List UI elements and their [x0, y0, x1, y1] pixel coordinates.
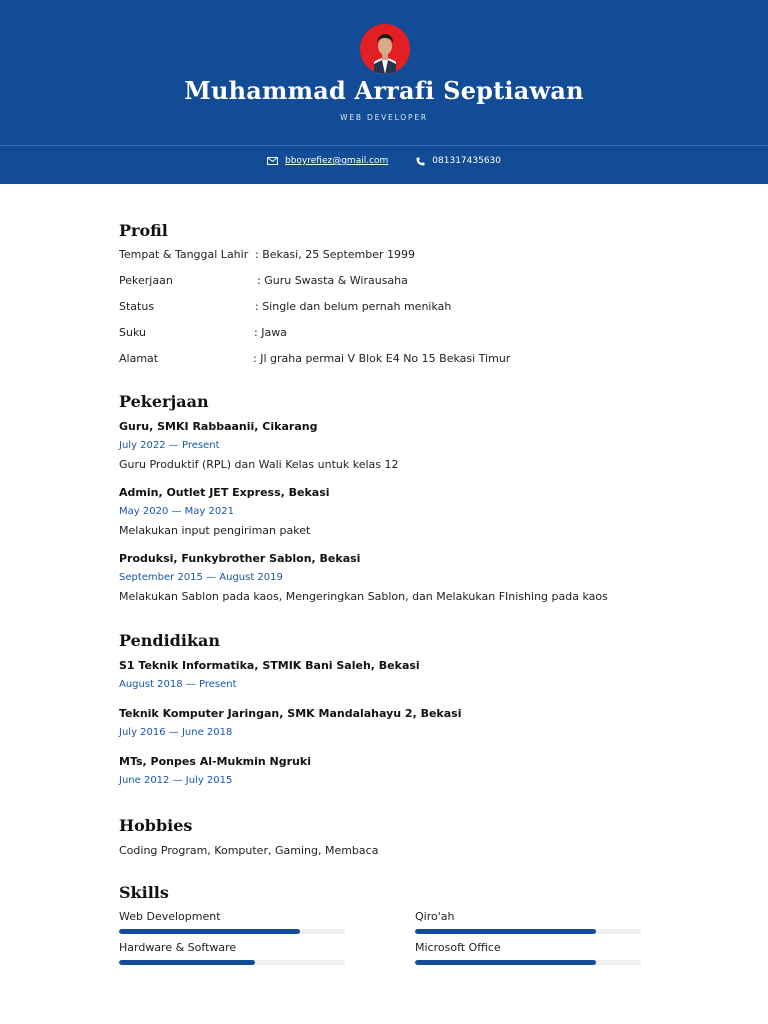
header-divider: [0, 145, 768, 146]
skill-bar-track: [119, 960, 345, 965]
job-entry: [119, 418, 649, 484]
education-date: August 2018 — Present: [119, 679, 237, 690]
profile-label: Suku: [119, 326, 146, 339]
job-description: Melakukan Sablon pada kaos, Mengeringkan Sablon, dan Melakukan FInishing pada kaos: [119, 590, 608, 603]
profile-row: [119, 299, 649, 325]
job-date: July 2022 — Present: [119, 440, 220, 451]
profile-value: : Jl graha permai V Blok E4 No 15 Bekasi Timur: [253, 352, 511, 365]
job-description: Melakukan input pengiriman paket: [119, 524, 311, 537]
profile-heading: Profil: [119, 221, 168, 240]
education-title: Teknik Komputer Jaringan, SMK Mandalahayu 2, Bekasi: [119, 707, 462, 720]
skill-bar-fill: [415, 960, 596, 965]
education-title: MTs, Ponpes Al-Mukmin Ngruki: [119, 755, 311, 768]
education-entry: [119, 753, 649, 801]
education-date: July 2016 — June 2018: [119, 727, 233, 738]
hobbies-heading: Hobbies: [119, 816, 193, 835]
resume-body: [119, 220, 649, 979]
education-title: S1 Teknik Informatika, STMIK Bani Saleh, Bekasi: [119, 659, 420, 672]
profile-value: : Single dan belum pernah menikah: [255, 300, 452, 313]
profile-photo-icon: [360, 24, 410, 74]
skill-bar-fill: [415, 929, 596, 934]
skill-bar-fill: [119, 929, 300, 934]
education-date: June 2012 — July 2015: [119, 775, 233, 786]
profile-photo: [360, 24, 410, 74]
skill-bar-fill: [119, 960, 255, 965]
skill-bar-track: [119, 929, 345, 934]
job-description: Guru Produktif (RPL) dan Wali Kelas untuk kelas 12: [119, 458, 399, 471]
profile-label: Tempat & Tanggal Lahir: [119, 248, 249, 261]
email-contact: [267, 156, 388, 166]
profile-label: Pekerjaan: [119, 274, 173, 287]
candidate-name: Muhammad Arrafi Septiawan: [184, 76, 584, 105]
profile-value: : Jawa: [254, 326, 287, 339]
skill-name: Hardware & Software: [119, 941, 237, 954]
skill-name: Qiro'ah: [415, 910, 455, 923]
job-entry: [119, 484, 649, 550]
profile-row: [119, 325, 649, 351]
work-section: [119, 391, 649, 616]
skill-name: Web Development: [119, 910, 221, 923]
candidate-role: WEB DEVELOPER: [340, 113, 428, 122]
profile-section: [119, 220, 649, 377]
skill-item: [415, 940, 645, 965]
profile-row: [119, 247, 649, 273]
skills-heading: Skills: [119, 883, 169, 902]
mail-icon: [267, 157, 278, 165]
job-title: Produksi, Funkybrother Sablon, Bekasi: [119, 552, 361, 565]
skill-item: [415, 909, 645, 934]
job-date: May 2020 — May 2021: [119, 506, 234, 517]
skill-item: [119, 909, 415, 934]
profile-row: [119, 351, 649, 377]
hobbies-section: [119, 815, 649, 860]
education-section: [119, 630, 649, 801]
phone-icon: [416, 157, 425, 166]
work-heading: Pekerjaan: [119, 392, 209, 411]
skill-bar-track: [415, 960, 641, 965]
education-entry: [119, 705, 649, 753]
phone-contact: [416, 156, 501, 166]
job-date: September 2015 — August 2019: [119, 572, 283, 583]
skills-grid: [119, 909, 649, 965]
profile-label: Status: [119, 300, 155, 313]
job-entry: [119, 550, 649, 616]
profile-value: : Guru Swasta & Wirausaha: [257, 274, 408, 287]
phone-number: 081317435630: [432, 156, 502, 166]
profile-label: Alamat: [119, 352, 159, 365]
profile-row: [119, 273, 649, 299]
profile-value: : Bekasi, 25 September 1999: [255, 248, 415, 261]
resume-header: [0, 0, 768, 184]
skill-name: Microsoft Office: [415, 941, 501, 954]
job-title: Guru, SMKI Rabbaanii, Cikarang: [119, 420, 318, 433]
contact-bar: [0, 156, 768, 166]
job-title: Admin, Outlet JET Express, Bekasi: [119, 486, 330, 499]
skills-section: [119, 882, 649, 965]
skill-bar-track: [415, 929, 641, 934]
hobbies-text: Coding Program, Komputer, Gaming, Membaca: [119, 844, 379, 857]
education-heading: Pendidikan: [119, 631, 221, 650]
email-link[interactable]: bboyrefiez@gmail.com: [284, 156, 389, 166]
education-entry: [119, 657, 649, 705]
skill-item: [119, 940, 415, 965]
